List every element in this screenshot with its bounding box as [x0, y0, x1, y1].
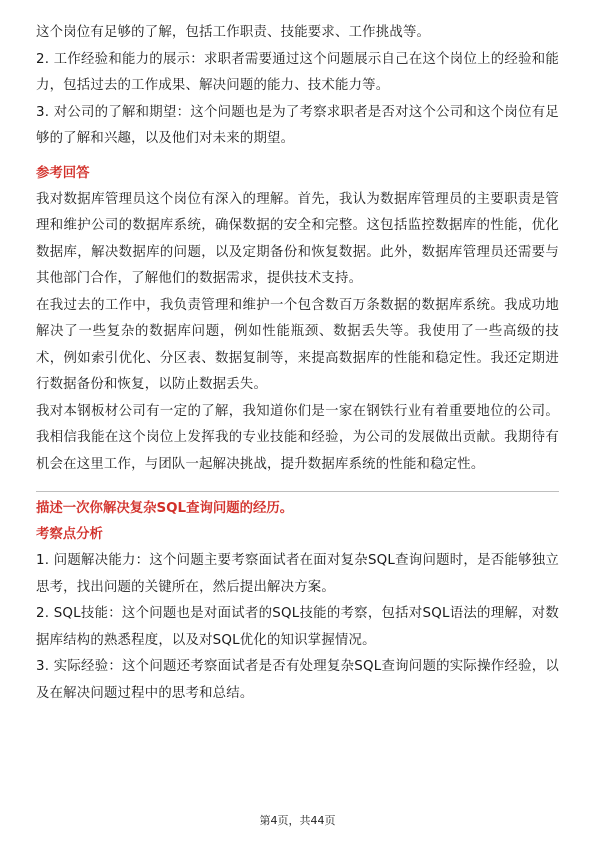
section-divider [36, 491, 559, 492]
page-number: 第4页，共44页 [259, 814, 336, 827]
answer-paragraph-2: 在我过去的工作中，我负责管理和维护一个包含数百万条数据的数据库系统。我成功地解决了一些复杂的数据库问题，例如性能瓶颈、数据丢失等。我使用了一些高级的技术，例如索引优化、分区表、数据复制等，来提高数据库的性能和稳定性。我还定期进行数据备份和恢复，以防止数据丢失。 [36, 297, 559, 392]
intro-section [36, 20, 559, 153]
analysis-paragraph-1: 1. 问题解决能力：这个问题主要考察面试者在面对复杂SQL查询问题时，是否能够独立思考，找出问题的关键所在，然后提出解决方案。 [36, 553, 559, 595]
question-section [36, 496, 559, 707]
analysis-paragraph-2: 2. SQL技能：这个问题也是对面试者的SQL技能的考察，包括对SQL语法的理解，对数据库结构的熟悉程度，以及对SQL优化的知识掌握情况。 [36, 606, 559, 648]
analysis-heading: 考察点分析 [36, 527, 103, 542]
question-title: 描述一次你解决复杂SQL查询问题的经历。 [36, 501, 294, 516]
answer-paragraph-3: 我对本钢板材公司有一定的了解，我知道你们是一家在钢铁行业有着重要地位的公司。我相信我能在这个岗位上发挥我的专业技能和经验，为公司的发展做出贡献。我期待有机会在这里工作，与团队一起解决挑战，提升数据库系统的性能和稳定性。 [36, 403, 559, 472]
intro-paragraph-2: 2. 工作经验和能力的展示：求职者需要通过这个问题展示自己在这个岗位上的经验和能力，包括过去的工作成果、解决问题的能力、技术能力等。 [36, 51, 559, 93]
answer-paragraph-1: 我对数据库管理员这个岗位有深入的理解。首先，我认为数据库管理员的主要职责是管理和维护公司的数据库系统，确保数据的安全和完整。这包括监控数据库的性能，优化数据库，解决数据库的问题，以及定期备份和恢复数据。此外，数据库管理员还需要与其他部门合作，了解他们的数据需求，提供技术支持。 [36, 191, 559, 286]
analysis-paragraph-3: 3. 实际经验：这个问题还考察面试者是否有处理复杂SQL查询问题的实际操作经验，以及在解决问题过程中的思考和总结。 [36, 659, 559, 701]
intro-paragraph-3: 3. 对公司的了解和期望：这个问题也是为了考察求职者是否对这个公司和这个岗位有足够的了解和兴趣，以及他们对未来的期望。 [36, 104, 559, 146]
answer-heading: 参考回答 [36, 165, 90, 181]
document-page [36, 20, 559, 707]
intro-paragraph-1: 这个岗位有足够的了解，包括工作职责、技能要求、工作挑战等。 [36, 25, 431, 40]
answer-section [36, 161, 559, 479]
